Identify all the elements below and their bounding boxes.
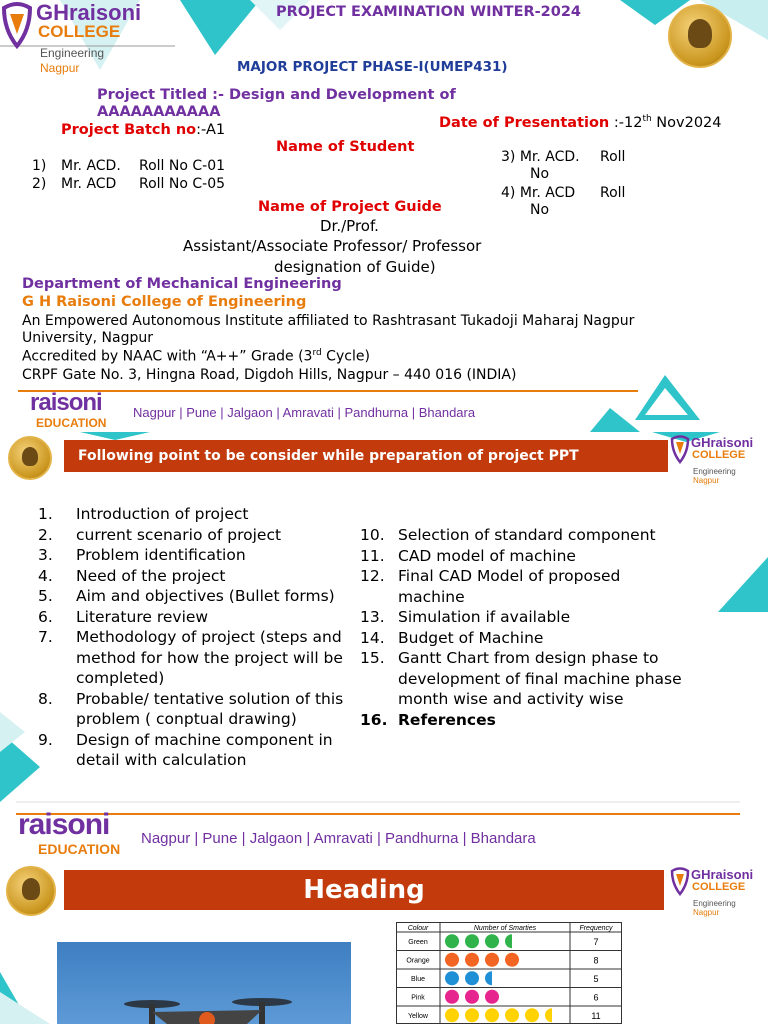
guideline-number: 8. (38, 689, 53, 708)
guideline-text: Gantt Chart from design phase to development of final machine phase month wise and activity wise (398, 649, 682, 708)
guideline-item (360, 648, 682, 710)
student-name: Mr. ACD. (61, 158, 121, 174)
smartie-dot (505, 953, 519, 967)
smartie-dot (445, 953, 459, 967)
guideline-text: Probable/ tentative solution of this problem ( conptual drawing) (76, 689, 344, 728)
guideline-item (360, 525, 682, 546)
guideline-text: Literature review (76, 607, 209, 626)
guideline-number: 7. (38, 628, 53, 646)
guideline-text: References (398, 710, 496, 729)
smartie-dot (485, 1008, 499, 1022)
guideline-text: Final CAD Model of proposed machine (398, 567, 621, 606)
guideline-text: Selection of standard component (398, 526, 656, 544)
table-frequency: 7 (593, 936, 599, 947)
student-roll-continued: No (530, 202, 550, 218)
student-roll: Roll (600, 185, 626, 201)
guideline-item (360, 607, 682, 628)
guideline-text: Design of machine component in detail with calculation (76, 730, 333, 769)
guidelines-banner: Following point to be consider while preparation of project PPT (64, 440, 668, 472)
guideline-item (360, 566, 682, 607)
student-row (32, 158, 226, 174)
guideline-number: 1. (38, 505, 53, 523)
project-title-line2: AAAAAAAAAAA (97, 104, 221, 120)
address-line1: An Empowered Autonomous Institute affiliated to Rashtrasant Tukadoji Maharaj Nagpur (22, 313, 635, 329)
guidelines-list-right (360, 525, 682, 730)
guideline-item (38, 607, 360, 628)
batch-value: :-A1 (196, 122, 226, 138)
smartie-dot (485, 934, 499, 948)
guideline-text: Introduction of project (76, 505, 249, 523)
student-row (32, 176, 226, 192)
guideline-text: Aim and objectives (Bullet forms) (76, 587, 335, 605)
student-name: Mr. ACD (61, 176, 117, 192)
guideline-text: Methodology of project (steps and method for how the project will be completed) (76, 628, 343, 687)
students-heading: Name of Student (276, 139, 415, 155)
student-roll-continued: No (530, 166, 550, 182)
guide-heading: Name of Project Guide (258, 199, 442, 215)
raisoni-mark-icon (670, 434, 690, 464)
slide-heading-banner: Heading (64, 870, 664, 910)
drone-icon (57, 942, 351, 1024)
table-frequency: 11 (591, 1010, 601, 1021)
smartie-dot (465, 971, 479, 985)
college-logo: GHraisoni COLLEGE Engineering Nagpur (670, 866, 768, 922)
smartie-dot (465, 953, 479, 967)
smarties-frequency-table (396, 922, 622, 1024)
smartie-dot (525, 1008, 539, 1022)
slide-heading (0, 862, 768, 1024)
batch-label: Project Batch no (61, 122, 197, 138)
smartie-dot (485, 953, 499, 967)
guideline-item (38, 689, 360, 730)
student-number: 2) (32, 176, 47, 192)
address-line2: University, Nagpur (22, 330, 153, 346)
smartie-dot (445, 934, 459, 948)
smartie-dot (445, 990, 459, 1004)
guideline-number: 16. (360, 710, 388, 729)
student-roll: Roll No C-01 (139, 158, 226, 174)
smartie-dot (485, 990, 499, 1004)
guideline-item (38, 545, 360, 566)
table-colour-name: Green (408, 938, 428, 946)
guideline-number: 13. (360, 608, 385, 626)
guideline-text: CAD model of machine (398, 546, 576, 565)
guideline-item (38, 627, 360, 689)
guideline-number: 15. (360, 649, 385, 667)
slide-guidelines: Following point to be consider while preparation of project PPT GHraisoni COLLEGE Engineering Nagpur 1. Introduction of project 2. current scenario of project 3. Problem identification 4. Need of the project 5. Aim and objectives (Bullet forms) 6. Literature review 7. Methodology of project (steps and method for how the project will be completed) 8. Probable/ tentative solution of this problem ( conptual drawing) 9. Design of machine component in detail with calculation 10. Selection of standard component 11. CAD model of machine 12. Final CAD Model of proposed machine 13. Simulation if available 14. Budget of Machine 15. Gantt Chart from design phase to development of final machine phase month wise and activity wise 16. References raisoni EDUCATION Nagpur | Pune | Jalgaon | Amravati | Pandhurna | Bhandara (0, 432, 768, 862)
guideline-number: 4. (38, 566, 53, 585)
student-name: Mr. ACD. (519, 149, 580, 165)
guideline-item (38, 586, 360, 607)
accreditation: Accredited by NAAC with “A++” Grade (3rd Cycle) (22, 348, 370, 365)
guideline-number: 12. (360, 567, 385, 585)
guideline-item (360, 546, 682, 567)
smartie-dot (465, 990, 479, 1004)
student-roll: Roll No C-05 (139, 176, 226, 192)
table-frequency: 8 (593, 955, 599, 966)
guideline-number: 14. (360, 628, 385, 647)
student-roll: Roll (600, 149, 626, 165)
project-phase-title: MAJOR PROJECT PHASE-I(UMEP431) (237, 59, 508, 75)
table-header: Number of Smarties (473, 925, 537, 932)
college-logo: GHraisoni COLLEGE Engineering Nagpur (0, 0, 180, 80)
guideline-item (38, 730, 360, 771)
guide-line3: designation of Guide) (274, 258, 436, 276)
student-row (501, 185, 641, 221)
guideline-item (38, 525, 360, 546)
guideline-number: 2. (38, 525, 53, 544)
slide-title: GHraisoni COLLEGE Engineering Nagpur PROJECT EXAMINATION WINTER-2024 MAJOR PROJECT PHASE-I(UMEP431) Project Titled :- Design and Development of AAAAAAAAAAA Project Batch no:-A1 Date of Presentation :-12th Nov2024 Name of Student Name of Project Guide Dr./Prof. Assistant/Associate Professor/ Professor designation of Guide) Department of Mechanical Engineering G H Raisoni College of Engineering An Empowered Autonomous Institute affiliated to Rashtrasant Tukadoji Maharaj Nagpur University, Nagpur Accredited by NAAC with “A++” Grade (3rd Cycle) CRPF Gate No. 3, Hingna Road, Digdoh Hills, Nagpur – 440 016 (INDIA) raisoni EDUCATION Nagpur | Pune | Jalgaon | Amravati | Pandhurna | Bhandara 1) Mr. ACD. Roll No C-01 2) Mr. ACD Roll No C-05 3) Mr. ACD. Roll No 4) Mr. ACD Roll No (0, 0, 768, 432)
student-row (501, 149, 641, 185)
table-frequency: 6 (593, 992, 599, 1003)
batch-line (61, 122, 225, 138)
student-number: 3) (501, 149, 516, 165)
guideline-item (360, 628, 682, 649)
table-frequency: 5 (593, 973, 599, 984)
guideline-number: 5. (38, 587, 53, 605)
college-name: G H Raisoni College of Engineering (22, 294, 307, 310)
guideline-text: Simulation if available (398, 608, 571, 626)
exam-header: PROJECT EXAMINATION WINTER-2024 (276, 4, 582, 20)
raisoni-mark-icon (0, 0, 34, 50)
table-colour-name: Blue (410, 975, 426, 983)
date-line: Date of Presentation :-12th Nov2024 (439, 114, 722, 131)
guideline-text: current scenario of project (76, 525, 282, 544)
college-seal-icon (668, 4, 732, 68)
table-colour-name: Yellow (408, 1012, 428, 1020)
table-colour-name: Pink (411, 994, 425, 1002)
table-colour-name: Orange (406, 957, 430, 965)
smartie-dot (465, 934, 479, 948)
guide-line2: Assistant/Associate Professor/ Professor (183, 237, 482, 255)
guideline-number: 10. (360, 526, 385, 544)
college-logo: GHraisoni COLLEGE Engineering Nagpur (670, 434, 768, 490)
department-name: Department of Mechanical Engineering (22, 276, 342, 292)
guidelines-list-left (38, 504, 360, 771)
footer-divider (18, 390, 638, 392)
student-name: Mr. ACD (519, 185, 576, 201)
table-header: Frequency (579, 925, 613, 932)
student-number: 1) (32, 158, 47, 174)
guideline-text: Problem identification (76, 546, 246, 564)
guideline-text: Budget of Machine (398, 628, 544, 647)
smartie-dot (445, 1008, 459, 1022)
table-header: Colour (407, 925, 429, 932)
project-title-line1: Project Titled :- Design and Development of (97, 87, 456, 103)
guide-line1: Dr./Prof. (320, 217, 379, 235)
drone-photo (57, 942, 351, 1024)
smartie-dot (465, 1008, 479, 1022)
guideline-number: 6. (38, 607, 53, 626)
guideline-item (38, 566, 360, 587)
college-seal-icon (8, 436, 52, 480)
raisoni-mark-icon (670, 866, 690, 896)
smartie-dot (505, 1008, 519, 1022)
guideline-number: 11. (360, 546, 385, 565)
smartie-dot (445, 971, 459, 985)
footer-divider (16, 813, 740, 815)
guideline-number: 3. (38, 546, 53, 564)
student-number: 4) (501, 185, 516, 201)
guideline-item (38, 504, 360, 525)
guideline-text: Need of the project (76, 566, 226, 585)
guideline-number: 9. (38, 730, 53, 749)
guideline-item (360, 710, 682, 731)
address-line4: CRPF Gate No. 3, Hingna Road, Digdoh Hills, Nagpur – 440 016 (INDIA) (22, 367, 517, 383)
college-seal-icon (6, 866, 56, 916)
date-label: Date of Presentation (439, 114, 610, 131)
